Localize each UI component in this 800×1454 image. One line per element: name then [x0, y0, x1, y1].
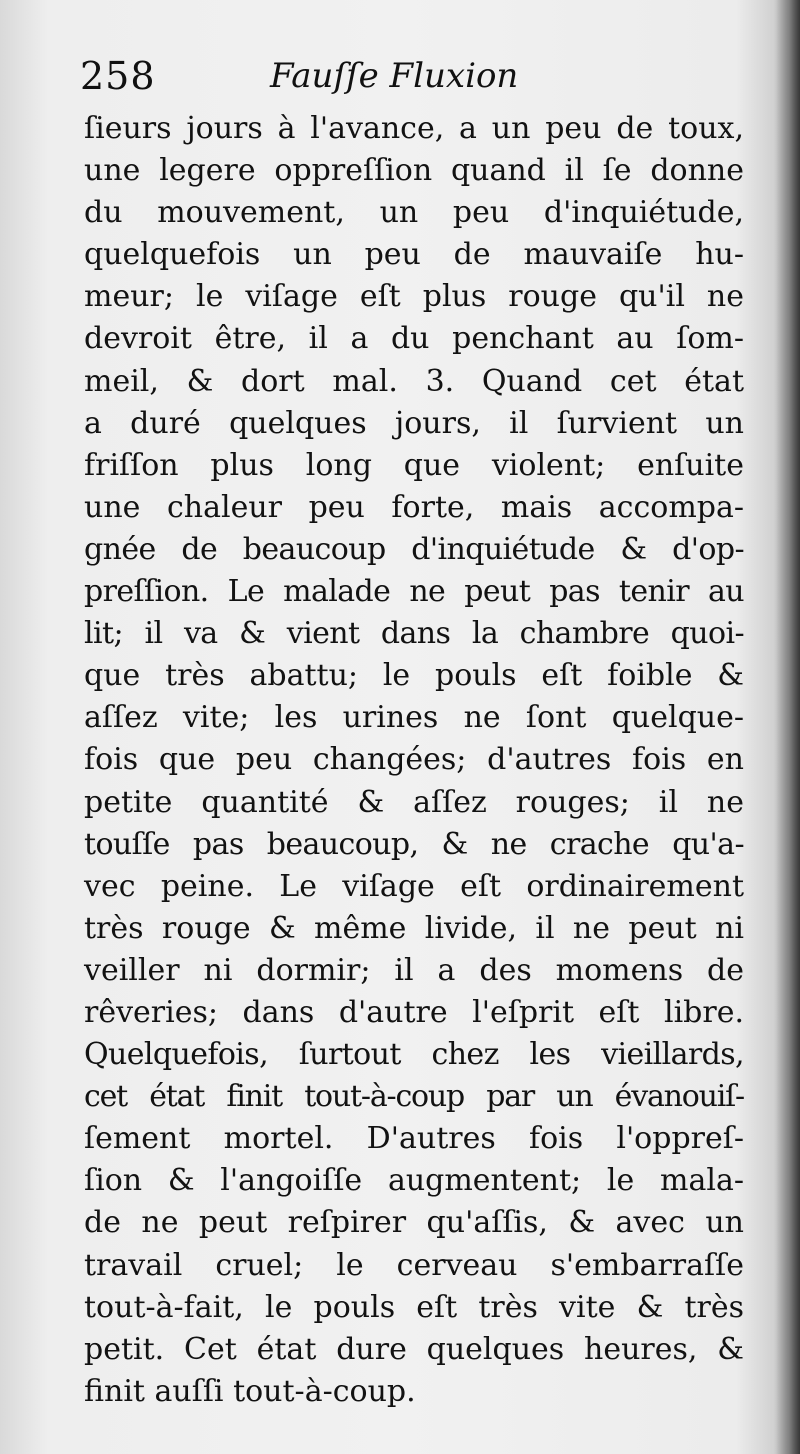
- text-line: que très abattu; le pouls eſt foible &: [84, 658, 744, 694]
- text-line: touſſe pas beaucoup, & ne crache qu'a-: [84, 826, 744, 862]
- text-line: une chaleur peu forte, mais accompa-: [84, 489, 744, 525]
- text-line: de ne peut reſpirer qu'aſſis, & avec un: [84, 1205, 744, 1241]
- text-line: lit; il va & vient dans la chambre quoi-: [84, 616, 744, 652]
- text-line: devroit être, il a du penchant au ſom-: [84, 321, 744, 357]
- text-line: tout-à-fait, le pouls eſt très vite & très: [84, 1289, 744, 1325]
- text-line: travail cruel; le cerveau s'embarraſſe: [84, 1247, 744, 1283]
- text-line: a duré quelques jours, il ſurvient un: [84, 405, 744, 441]
- body-text: [84, 108, 744, 1413]
- text-line: gnée de beaucoup d'inquiétude & d'op-: [84, 531, 744, 567]
- text-line: meur; le viſage eſt plus rouge qu'il ne: [84, 279, 744, 315]
- text-line: ſion & l'angoiſſe augmentent; le mala-: [84, 1163, 744, 1199]
- running-title: Fauſſe Fluxion: [270, 56, 519, 96]
- text-line: ſieurs jours à l'avance, a un peu de toux,: [84, 111, 744, 146]
- text-line: rêveries; dans d'autre l'eſprit eſt libre.: [84, 994, 744, 1030]
- text-line: ſement mortel. D'autres fois l'oppreſ-: [84, 1121, 744, 1157]
- text-line: vec peine. Le viſage eſt ordinairement: [84, 868, 744, 904]
- text-line: très rouge & même livide, il ne peut ni: [84, 910, 744, 946]
- text-line: veiller ni dormir; il a des momens de: [84, 952, 744, 988]
- text-line: preſſion. Le malade ne peut pas tenir au: [84, 574, 744, 610]
- text-line: cet état finit tout-à-coup par un évanouiſ-: [84, 1079, 744, 1115]
- text-line: meil, & dort mal. 3. Quand cet état: [84, 363, 744, 399]
- page-number: 258: [80, 54, 156, 98]
- text-line: friſſon plus long que violent; enſuite: [84, 447, 744, 483]
- text-line: fois que peu changées; d'autres fois en: [84, 742, 744, 778]
- text-line: quelquefois un peu de mauvaiſe hu-: [84, 237, 744, 273]
- text-line: aſſez vite; les urines ne ſont quelque-: [84, 700, 744, 736]
- text-line: du mouvement, un peu d'inquiétude,: [84, 195, 744, 231]
- text-line: petite quantité & aſſez rouges; il ne: [84, 784, 744, 820]
- text-line: finit auſſi tout-à-coup.: [84, 1373, 416, 1409]
- text-line: petit. Cet état dure quelques heures, &: [84, 1331, 744, 1367]
- page-gutter-shadow: [774, 0, 800, 1454]
- text-line: Quelquefois, ſurtout chez les vieillards,: [84, 1037, 744, 1073]
- text-line: une legere oppreſſion quand il ſe donne: [84, 153, 744, 189]
- running-head: [80, 48, 720, 104]
